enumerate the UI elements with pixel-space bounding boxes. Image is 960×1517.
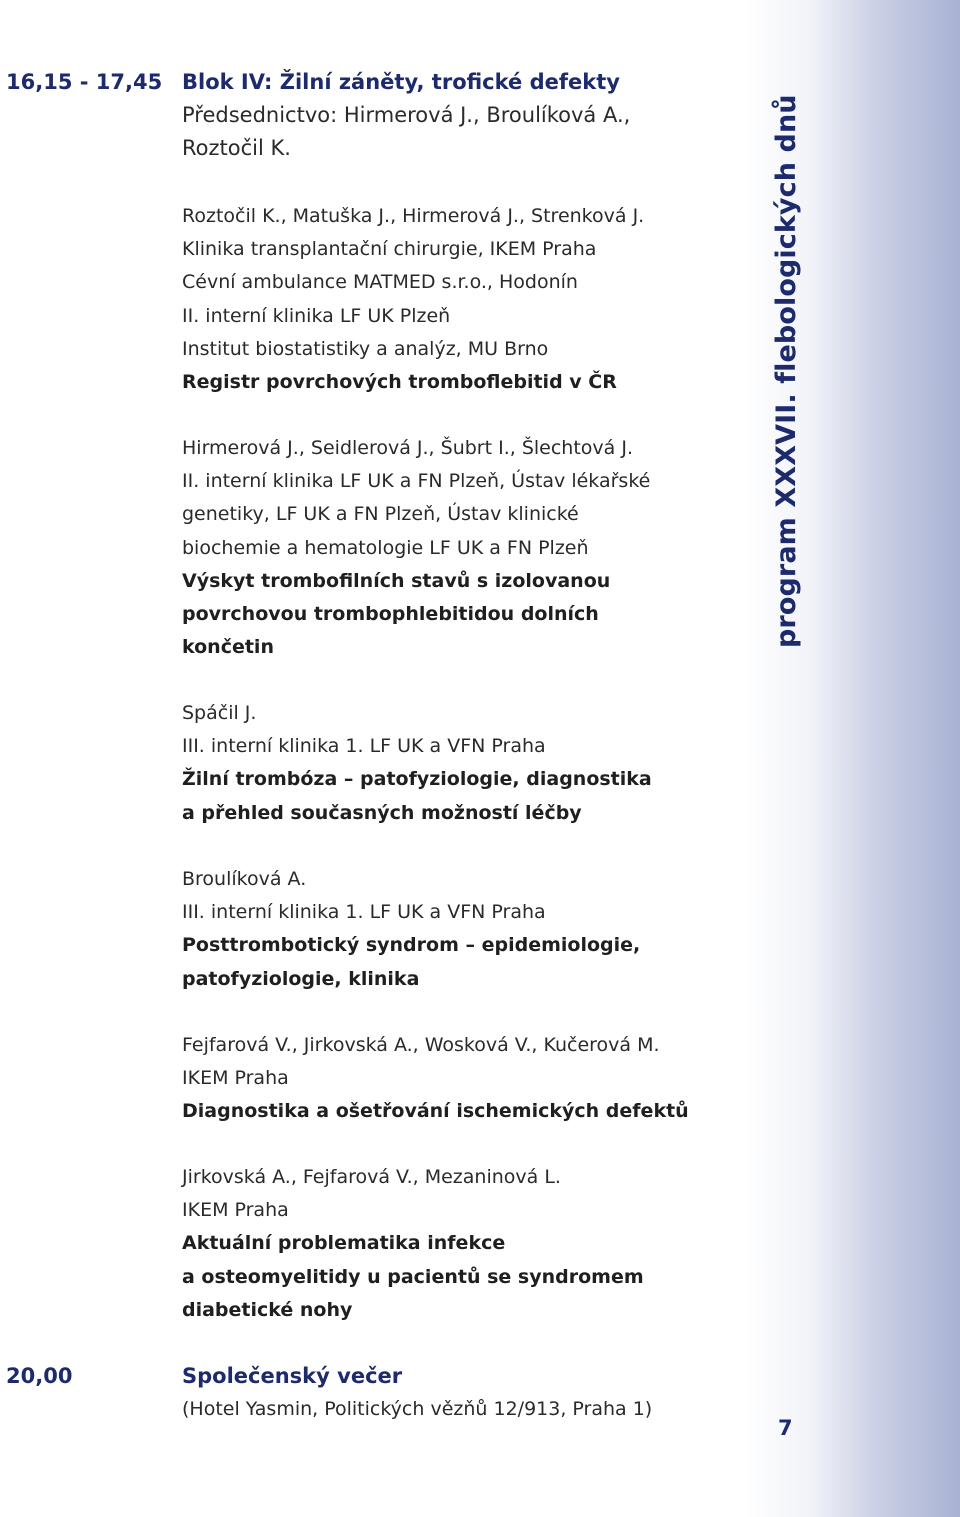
talk-item [182,432,727,664]
talk-authors: Jirkovská A., Fejfarová V., Mezaninová L. [182,1166,561,1188]
social-event-title: Společenský večer [182,1364,403,1388]
talk-title: Aktuální problematika infekce [182,1232,506,1255]
talk-title: a osteomyelitidy u pacientů se syndromem [182,1265,644,1288]
talk-title: povrchovou trombophlebitidou dolních [182,603,599,626]
talk-title: končetin [182,636,274,659]
talk-affiliation: IKEM Praha [182,1199,289,1222]
talk-affiliation: biochemie a hematologie LF UK a FN Plzeň [182,536,589,559]
talk-authors: Hirmerová J., Seidlerová J., Šubrt I., Šlechtová J. [182,437,633,459]
talk-title: Registr povrchových tromboflebitid v ČR [182,371,617,394]
social-event-venue: (Hotel Yasmin, Politických vězňů 12/913, Praha 1) [182,1398,653,1421]
page-number: 7 [778,1416,793,1440]
talk-affiliation: II. interní klinika LF UK a FN Plzeň, Ústav lékařské [182,470,651,493]
talk-affiliation: IKEM Praha [182,1067,289,1090]
talk-affiliation: III. interní klinika 1. LF UK a VFN Praha [182,735,546,758]
talk-affiliation: Cévní ambulance MATMED s.r.o., Hodonín [182,271,578,294]
talk-authors: Broulíková A. [182,868,307,890]
talk-title: Žilní trombóza – patofyziologie, diagnostika [182,768,652,791]
talk-authors: Roztočil K., Matuška J., Hirmerová J., Strenková J. [182,205,645,227]
running-title: program XXXVII. flebologických dnů [771,94,802,648]
talk-title: Výskyt trombofilních stavů s izolovanou [182,569,611,592]
block-iv-chairs [182,99,722,165]
talk-title: a přehled současných možností léčby [182,801,582,824]
talk-affiliation: III. interní klinika 1. LF UK a VFN Praha [182,901,546,924]
talk-title: patofyziologie, klinika [182,967,420,990]
talk-title: diabetické nohy [182,1298,353,1321]
talk-item [182,697,727,830]
chairs-line: Roztočil K. [182,136,291,160]
block-iv-time: 16,15 - 17,45 [6,70,163,94]
talk-authors: Fejfarová V., Jirkovská A., Wosková V., Kučerová M. [182,1034,660,1056]
talk-item [182,200,727,399]
talk-affiliation: Institut biostatistiky a analýz, MU Brno [182,337,549,360]
block-iv-title: Blok IV: Žilní záněty, trofické defekty [182,70,620,94]
talk-item [182,1161,727,1327]
talk-authors: Spáčil J. [182,702,257,724]
talk-affiliation: Klinika transplantační chirurgie, IKEM Praha [182,238,597,261]
talk-title: Diagnostika a ošetřování ischemických defektů [182,1100,689,1123]
social-event-time: 20,00 [6,1364,73,1388]
talk-affiliation: genetiky, LF UK a FN Plzeň, Ústav klinické [182,503,579,526]
talk-affiliation: II. interní klinika LF UK Plzeň [182,304,451,327]
social-event [182,1360,727,1426]
chairs-line: Předsednictvo: Hirmerová J., Broulíková A., [182,103,631,127]
talk-item [182,863,727,996]
talk-item [182,1029,727,1129]
talk-title: Posttrombotický syndrom – epidemiologie, [182,934,641,957]
block-iv-header [182,66,722,165]
